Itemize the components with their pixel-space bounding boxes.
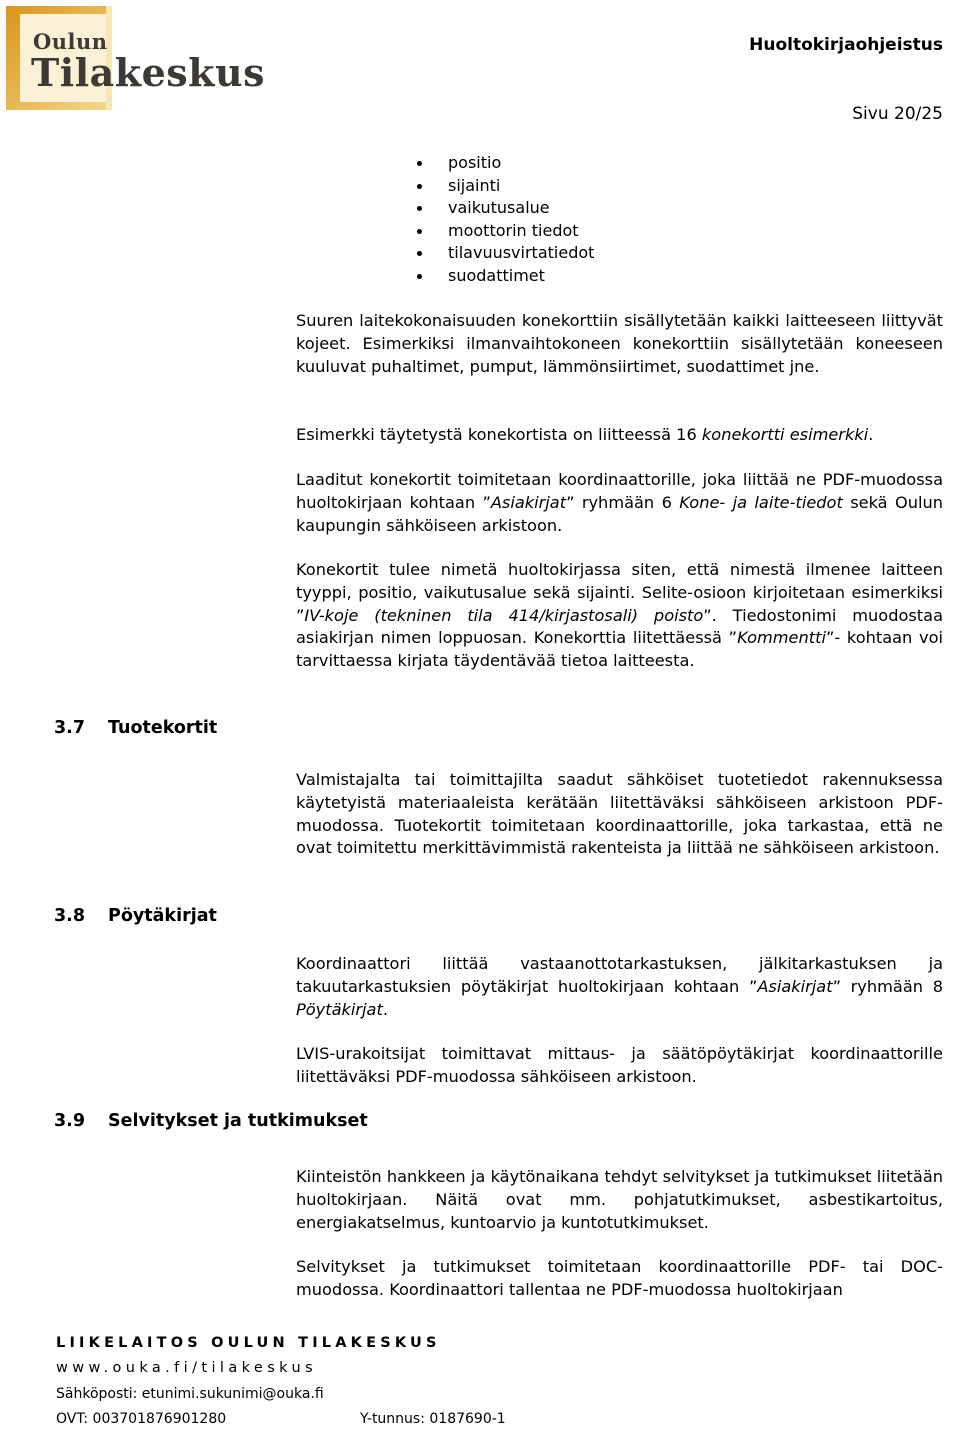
text: .	[868, 425, 874, 444]
text: Konekortit tulee nimetä huoltokirjassa siten, että nimestä ilmenee laitteen tyyppi, positio, vaikutusalue sekä sijainti. Selite-osioon kirjoitetaan esimerkiksi ”	[296, 560, 943, 625]
footer-org: LIIKELAITOS OULUN TILAKESKUS	[56, 1335, 441, 1351]
text: ”- kohtaan voi tarvittaessa kirjata täydentävää tietoa laitteesta.	[296, 628, 943, 671]
text: ”. Tiedostonimi muodostaa asiakirjan nimen loppuosan. Konekorttia liitettäessä ”	[296, 605, 943, 648]
list-item: tilavuusvirtatiedot	[417, 242, 594, 265]
bullet-list	[417, 152, 594, 288]
paragraph	[296, 559, 943, 673]
section-title: Selvitykset ja tutkimukset	[108, 1111, 368, 1131]
document-title: Huoltokirjaohjeistus	[749, 35, 943, 55]
list-item: sijainti	[417, 175, 594, 198]
list-item: moottorin tiedot	[417, 220, 594, 243]
footer-ovt: OVT: 003701876901280	[56, 1411, 227, 1427]
paragraph: Kiinteistön hankkeen ja käytönaikana tehdyt selvitykset ja tutkimukset liitetään huoltokirjaan. Näitä ovat mm. pohjatutkimukset, asbestikartoitus, energiakatselmus, kuntoarvio ja kuntotutkimukset.	[296, 1167, 943, 1232]
paragraph: Selvitykset ja tutkimukset toimitetaan koordinaattorille PDF- tai DOC-muodossa. Koordinaattori tallentaa ne PDF-muodossa huoltokirjaan	[296, 1257, 943, 1299]
section-title: Tuotekortit	[108, 718, 218, 738]
italic-text: Kone- ja laite-tiedot	[679, 492, 843, 512]
italic-text: Pöytäkirjat	[296, 999, 383, 1019]
italic-text: Asiakirjat	[757, 976, 833, 996]
text: sekä Oulun kaupungin sähköiseen arkistoon.	[296, 492, 943, 535]
text: Esimerkki täytetystä konekortista on liitteessä 16	[296, 425, 702, 444]
italic-text: Asiakirjat	[490, 492, 567, 512]
italic-text: IV-koje (tekninen tila 414/kirjastosali) poisto	[304, 605, 704, 625]
text: Koordinaattori liittää vastaanottotarkastuksen, jälkitarkastuksen ja takuutarkastuksien pöytäkirjat huoltokirjaan kohtaan ”	[296, 954, 943, 996]
section-number: 3.8	[54, 906, 86, 926]
paragraph	[296, 469, 943, 537]
paragraph: Suuren laitekokonaisuuden konekorttiin sisällytetään kaikki laitteeseen liittyvät kojeet. Esimerkiksi ilmanvaihtokoneen konekorttiin sisällytetään koneeseen kuuluvat puhaltimet, pumput, lämmönsiirtimet, suodattimet jne.	[296, 311, 943, 376]
logo	[6, 4, 266, 112]
section-title: Pöytäkirjat	[108, 906, 217, 926]
list-item: positio	[417, 152, 594, 175]
paragraph: Valmistajalta tai toimittajilta saadut sähköiset tuotetiedot rakennuksessa käytetyistä materiaaleista kerätään liitettäväksi sähköiseen arkistoon PDF-muodossa. Tuotekortit toimitetaan koordinaattorille, joka tarkastaa, että ne ovat toimitettu merkittävimmistä rakenteista ja liittää ne sähköiseen arkistoon.	[296, 770, 943, 858]
section-number: 3.9	[54, 1111, 86, 1131]
logo-text-tilakeskus: Tilakeskus	[31, 50, 266, 95]
text: ” ryhmään 8	[832, 976, 943, 996]
italic-text: konekortti esimerkki	[701, 425, 869, 444]
footer-ytunnus: Y-tunnus: 0187690-1	[360, 1411, 506, 1427]
text: Laaditut konekortit toimitetaan koordinaattorille, joka liittää ne PDF-muodossa huoltokirjaan kohtaan ”	[296, 470, 943, 512]
section-number: 3.7	[54, 718, 86, 738]
paragraph	[296, 424, 943, 447]
footer-website[interactable]: www.ouka.fi/tilakeskus	[56, 1360, 318, 1376]
logo-text-oulun: Oulun	[33, 29, 108, 54]
section-heading	[54, 718, 217, 738]
section-heading	[54, 906, 217, 926]
text: ” ryhmään 6	[566, 492, 680, 512]
page-number: Sivu 20/25	[852, 104, 943, 124]
text: .	[382, 999, 388, 1019]
italic-text: Kommentti	[737, 628, 826, 648]
paragraph	[296, 953, 943, 1021]
list-item: suodattimet	[417, 265, 594, 288]
footer-email: Sähköposti: etunimi.sukunimi@ouka.fi	[56, 1386, 324, 1402]
list-item: vaikutusalue	[417, 197, 594, 220]
section-heading	[54, 1111, 368, 1131]
paragraph: LVIS-urakoitsijat toimittavat mittaus- ja säätöpöytäkirjat koordinaattorille liitettäväksi PDF-muodossa sähköiseen arkistoon.	[296, 1044, 943, 1086]
